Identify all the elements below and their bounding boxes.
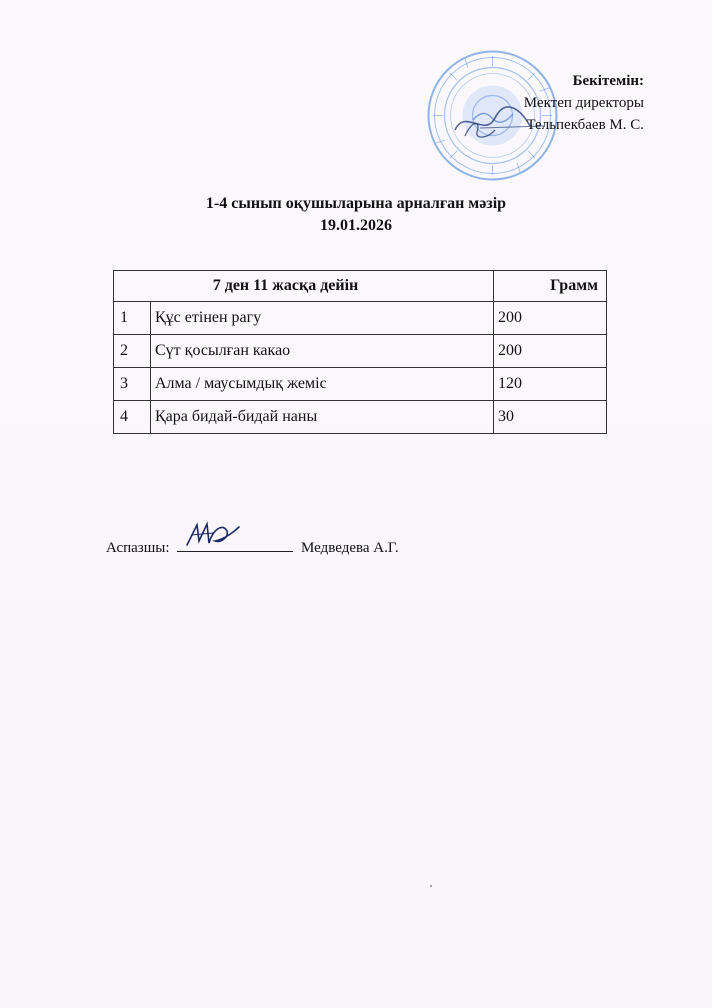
approval-name: Тельпекбаев М. С. [526, 117, 644, 133]
dish-gram: 200 [494, 302, 607, 335]
document-title: 1-4 сынып оқушыларына арналған мәзір [205, 195, 507, 212]
table-row [114, 401, 607, 434]
dish-gram: 120 [494, 368, 607, 401]
approval-block [524, 70, 644, 136]
signature-line [177, 535, 293, 552]
handwritten-signature-icon [183, 521, 243, 547]
document-heading [0, 193, 712, 237]
menu-table [113, 270, 607, 434]
cook-signature-line [106, 535, 399, 558]
row-number: 4 [114, 401, 151, 434]
dish-name: Алма / маусымдық жеміс [151, 368, 494, 401]
row-number: 2 [114, 335, 151, 368]
dish-gram: 200 [494, 335, 607, 368]
header-gram: Грамм [494, 271, 607, 302]
table-row [114, 368, 607, 401]
scan-speck [430, 885, 432, 887]
cook-name: Медведева А.Г. [301, 540, 399, 556]
header-age: 7 ден 11 жасқа дейін [114, 271, 494, 302]
dish-gram: 30 [494, 401, 607, 434]
dish-name: Сүт қосылған какао [151, 335, 494, 368]
dish-name: Қара бидай-бидай наны [151, 401, 494, 434]
approval-label: Бекітемін: [572, 73, 644, 89]
row-number: 3 [114, 368, 151, 401]
row-number: 1 [114, 302, 151, 335]
table-row [114, 302, 607, 335]
menu-table-header-row [114, 271, 607, 302]
document-date: 19.01.2026 [320, 217, 392, 234]
cook-label: Аспазшы: [106, 540, 170, 556]
table-row [114, 335, 607, 368]
approval-position: Мектеп директоры [523, 95, 644, 111]
dish-name: Құс етінен рагу [151, 302, 494, 335]
